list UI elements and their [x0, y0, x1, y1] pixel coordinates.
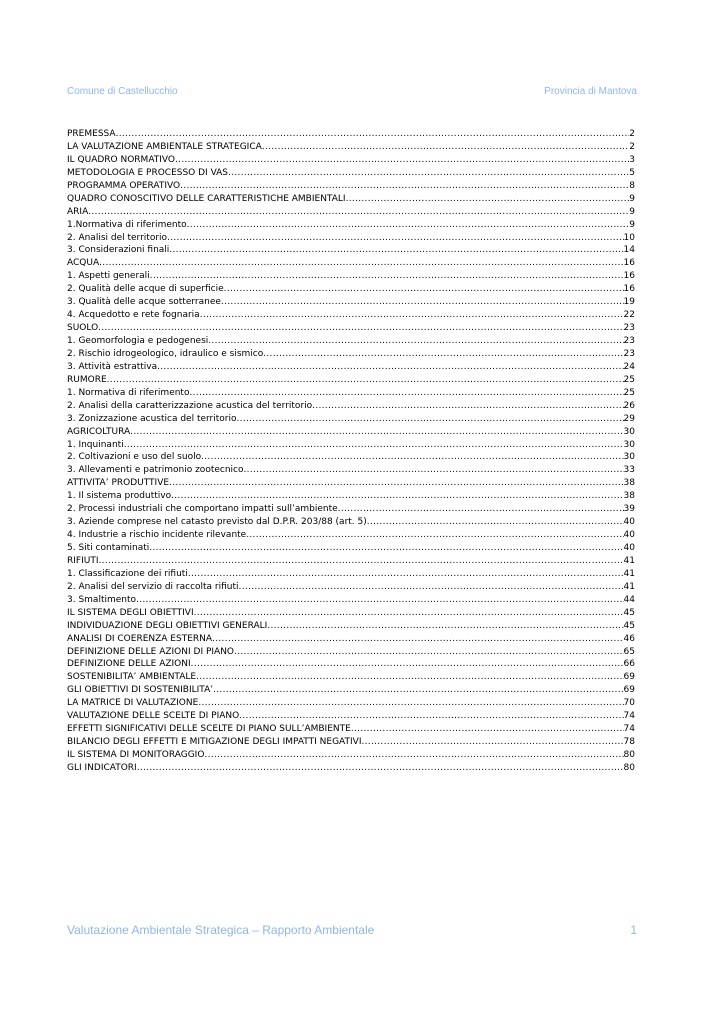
- toc-entry[interactable]: [67, 413, 635, 426]
- toc-entry-page: 40: [623, 517, 635, 528]
- toc-entry-page: 38: [623, 478, 635, 489]
- toc-entry-label: 4. Acquedotto e rete fognaria: [67, 310, 200, 321]
- toc-entry[interactable]: [67, 335, 635, 348]
- toc-entry-label: 3. Attività estrattiva: [67, 361, 158, 372]
- toc-entry[interactable]: [67, 684, 635, 697]
- toc-entry-label: VALUTAZIONE DELLE SCELTE DI PIANO: [67, 711, 240, 722]
- toc-entry-label: 1. Geomorfologia e pedogenesi: [67, 336, 209, 346]
- toc-leader-dots: [157, 361, 623, 374]
- toc-entry-label: AGRICOLTURA: [67, 426, 131, 437]
- toc-entry-page: 29: [623, 413, 635, 424]
- toc-leader-dots: [237, 413, 624, 426]
- page-header: [67, 86, 637, 97]
- toc-leader-dots: [263, 348, 623, 361]
- toc-entry-label: DEFINIZIONE DELLE AZIONI DI PIANO: [67, 646, 235, 657]
- footer-page-number: 1: [630, 923, 637, 937]
- toc-entry-label: 4. Industrie a rischio incidente rilevante: [67, 530, 247, 541]
- toc-entry[interactable]: [67, 581, 635, 594]
- toc-leader-dots: [169, 477, 623, 490]
- toc-entry-label: 1. Il sistema produttivo: [67, 491, 172, 502]
- toc-entry-label: LA VALUTAZIONE AMBIENTALE STRATEGICA: [67, 141, 262, 152]
- toc-entry-label: IL QUADRO NORMATIVO: [67, 154, 176, 165]
- toc-entry[interactable]: [67, 141, 635, 154]
- toc-entry[interactable]: [67, 477, 635, 490]
- toc-entry[interactable]: [67, 193, 635, 206]
- toc-entry-label: GLI INDICATORI: [67, 762, 137, 773]
- toc-entry-page: 69: [623, 672, 635, 683]
- toc-entry-label: 2. Processi industriali che comportano impatti sull’ambiente: [67, 504, 338, 515]
- toc-entry[interactable]: [67, 490, 635, 503]
- toc-leader-dots: [149, 542, 623, 555]
- toc-leader-dots: [137, 762, 624, 775]
- toc-entry[interactable]: [67, 671, 635, 684]
- toc-entry-page: 9: [629, 219, 635, 230]
- toc-leader-dots: [180, 180, 629, 193]
- toc-leader-dots: [196, 671, 623, 684]
- toc-entry-label: ATTIVITA’ PRODUTTIVE: [67, 478, 170, 489]
- toc-entry-page: 10: [623, 232, 635, 243]
- toc-entry-page: 9: [629, 193, 635, 204]
- toc-leader-dots: [136, 594, 624, 607]
- toc-leader-dots: [194, 607, 624, 620]
- toc-entry[interactable]: [67, 348, 635, 361]
- toc-entry-page: 9: [629, 206, 635, 217]
- toc-entry-page: 41: [623, 555, 635, 566]
- toc-entry-label: 2. Analisi del territorio: [67, 232, 168, 243]
- toc-entry[interactable]: [67, 257, 635, 270]
- toc-entry-page: 2: [629, 141, 635, 152]
- toc-entry[interactable]: [67, 387, 635, 400]
- toc-entry-label: PREMESSA: [67, 129, 116, 139]
- toc-entry-page: 41: [623, 581, 635, 592]
- toc-entry[interactable]: [67, 646, 635, 659]
- toc-entry-label: 3. Aziende comprese nel catasto previsto dal D.P.R. 203/88 (art. 5): [67, 517, 367, 528]
- toc-entry-label: 1.Normativa di riferimento: [67, 219, 187, 230]
- toc-entry-page: 8: [629, 180, 635, 191]
- toc-entry-label: QUADRO CONOSCITIVO DELLE CARATTERISTICHE AMBIENTALI: [67, 193, 346, 204]
- toc-entry[interactable]: [67, 374, 635, 387]
- page-footer: [67, 923, 637, 937]
- toc-entry[interactable]: [67, 296, 635, 309]
- toc-entry-page: 16: [623, 258, 635, 269]
- toc-entry[interactable]: [67, 542, 635, 555]
- toc-leader-dots: [267, 620, 623, 633]
- toc-entry-page: 3: [629, 154, 635, 165]
- toc-leader-dots: [221, 296, 624, 309]
- toc-entry-page: 16: [623, 284, 635, 295]
- toc-entry-page: 24: [623, 361, 635, 372]
- toc-entry[interactable]: [67, 400, 635, 413]
- toc-entry-page: 45: [623, 620, 635, 631]
- toc-entry-page: 16: [623, 271, 635, 282]
- toc-entry[interactable]: [67, 658, 635, 671]
- toc-leader-dots: [198, 697, 623, 710]
- toc-entry-page: 33: [623, 465, 635, 476]
- toc-entry[interactable]: [67, 309, 635, 322]
- toc-entry-label: EFFETTI SIGNIFICATIVI DELLE SCELTE DI PIANO SULL’AMBIENTE: [67, 724, 351, 735]
- toc-leader-dots: [98, 555, 623, 568]
- toc-entry[interactable]: [67, 128, 635, 141]
- toc-entry-page: 14: [623, 245, 635, 256]
- toc-entry-page: 30: [623, 439, 635, 450]
- toc-leader-dots: [169, 244, 623, 257]
- toc-entry-label: 1. Classificazione dei rifiuti: [67, 568, 188, 579]
- toc-entry-label: 3. Allevamenti e patrimonio zootecnico: [67, 465, 244, 476]
- toc-leader-dots: [234, 646, 624, 659]
- toc-entry-label: RIFIUTI: [67, 555, 99, 566]
- toc-entry-page: 26: [623, 400, 635, 411]
- toc-entry-page: 2: [629, 129, 635, 139]
- toc-entry-label: 2. Analisi della caratterizzazione acustica del territorio: [67, 400, 313, 411]
- toc-entry-page: 23: [623, 336, 635, 346]
- toc-entry-label: 1. Inquinanti: [67, 439, 124, 450]
- toc-entry-label: GLI OBIETTIVI DI SOSTENIBILITA’: [67, 685, 214, 696]
- toc-leader-dots: [171, 490, 623, 503]
- toc-entry-page: 30: [623, 426, 635, 437]
- toc-entry[interactable]: [67, 439, 635, 452]
- toc-entry[interactable]: [67, 762, 635, 775]
- toc-entry[interactable]: [67, 503, 635, 516]
- toc-leader-dots: [150, 270, 624, 283]
- toc-entry[interactable]: [67, 620, 635, 633]
- toc-leader-dots: [201, 451, 623, 464]
- toc-entry-page: 38: [623, 491, 635, 502]
- toc-leader-dots: [200, 309, 624, 322]
- toc-entry-page: 23: [623, 348, 635, 359]
- header-municipality: Comune di Castellucchio: [67, 86, 178, 97]
- toc-leader-dots: [367, 516, 624, 529]
- toc-leader-dots: [239, 581, 624, 594]
- toc-entry[interactable]: [67, 244, 635, 257]
- toc-entry-label: ACQUA: [67, 258, 100, 269]
- toc-entry-label: 2. Coltivazioni e uso del suolo: [67, 452, 202, 463]
- toc-entry-page: 80: [623, 750, 635, 760]
- toc-leader-dots: [239, 710, 623, 723]
- toc-leader-dots: [361, 736, 623, 749]
- toc-entry-page: 39: [623, 504, 635, 515]
- toc-entry[interactable]: [67, 322, 635, 335]
- toc-leader-dots: [208, 335, 623, 348]
- toc-leader-dots: [187, 219, 630, 232]
- toc-entry-label: LA MATRICE DI VALUTAZIONE: [67, 698, 199, 709]
- toc-entry-page: 46: [623, 633, 635, 644]
- toc-entry-label: 3. Considerazioni finali: [67, 245, 170, 256]
- toc-entry[interactable]: [67, 154, 635, 167]
- toc-entry-page: 44: [623, 594, 635, 605]
- toc-entry[interactable]: [67, 219, 635, 232]
- toc-leader-dots: [98, 322, 623, 335]
- toc-entry-page: 65: [623, 646, 635, 657]
- toc-entry[interactable]: [67, 723, 635, 736]
- toc-leader-dots: [88, 206, 629, 219]
- toc-entry-label: ARIA: [67, 206, 89, 217]
- toc-entry[interactable]: [67, 749, 635, 762]
- toc-leader-dots: [228, 167, 629, 180]
- toc-leader-dots: [224, 283, 624, 296]
- toc-entry[interactable]: [67, 555, 635, 568]
- toc-leader-dots: [124, 439, 624, 452]
- toc-entry-page: 40: [623, 530, 635, 541]
- toc-leader-dots: [116, 128, 630, 141]
- toc-entry-page: 40: [623, 543, 635, 553]
- toc-entry-label: SOSTENIBILITA’ AMBIENTALE: [67, 672, 197, 683]
- toc-entry-label: 3. Zonizzazione acustica del territorio: [67, 413, 237, 424]
- toc-entry[interactable]: [67, 426, 635, 439]
- toc-entry-label: METODOLOGIA E PROCESSO DI VAS: [67, 167, 229, 178]
- toc-entry-label: 2. Rischio idrogeologico, idraulico e sismico: [67, 348, 264, 359]
- toc-leader-dots: [191, 658, 624, 671]
- footer-document-title: Valutazione Ambientale Strategica – Rapporto Ambientale: [67, 923, 375, 937]
- toc-leader-dots: [338, 503, 624, 516]
- toc-entry[interactable]: [67, 232, 635, 245]
- toc-leader-dots: [167, 232, 624, 245]
- toc-entry[interactable]: [67, 167, 635, 180]
- toc-leader-dots: [130, 426, 623, 439]
- toc-leader-dots: [351, 723, 624, 736]
- toc-entry-label: SUOLO: [67, 323, 99, 334]
- toc-entry-label: 3. Qualità delle acque sotterranee: [67, 297, 221, 308]
- toc-leader-dots: [346, 193, 630, 206]
- toc-entry-page: 19: [623, 297, 635, 308]
- toc-leader-dots: [188, 568, 624, 581]
- toc-entry-label: 1. Normativa di riferimento: [67, 387, 190, 398]
- toc-leader-dots: [262, 141, 630, 154]
- toc-entry-label: BILANCIO DEGLI EFFETTI E MITIGAZIONE DEGLI IMPATTI NEGATIVI: [67, 737, 362, 748]
- toc-entry[interactable]: [67, 594, 635, 607]
- toc-entry-page: 74: [623, 711, 635, 722]
- toc-entry-label: DEFINIZIONE DELLE AZIONI: [67, 659, 191, 670]
- toc-entry-page: 22: [623, 310, 635, 321]
- toc-leader-dots: [213, 684, 623, 697]
- toc-entry[interactable]: [67, 283, 635, 296]
- toc-entry-page: 45: [623, 607, 635, 618]
- toc-entry-page: 69: [623, 685, 635, 696]
- toc-entry-page: 80: [623, 762, 635, 773]
- toc-leader-dots: [175, 154, 629, 167]
- toc-entry[interactable]: [67, 464, 635, 477]
- toc-leader-dots: [99, 257, 623, 270]
- toc-entry[interactable]: [67, 361, 635, 374]
- toc-entry[interactable]: [67, 516, 635, 529]
- toc-leader-dots: [204, 749, 623, 762]
- toc-entry-page: 25: [623, 374, 635, 385]
- toc-entry[interactable]: [67, 451, 635, 464]
- toc-entry-page: 41: [623, 568, 635, 579]
- toc-entry-label: ANALISI DI COERENZA ESTERNA: [67, 633, 213, 644]
- toc-leader-dots: [244, 464, 624, 477]
- toc-leader-dots: [312, 400, 623, 413]
- toc-leader-dots: [246, 529, 623, 542]
- toc-entry[interactable]: [67, 697, 635, 710]
- toc-entry-page: 70: [623, 698, 635, 709]
- toc-entry-page: 78: [623, 737, 635, 748]
- toc-entry[interactable]: [67, 736, 635, 749]
- toc-entry-page: 23: [623, 323, 635, 334]
- table-of-contents: [67, 128, 635, 775]
- toc-entry-label: 1. Aspetti generali: [67, 271, 150, 282]
- toc-entry[interactable]: [67, 270, 635, 283]
- toc-entry-page: 30: [623, 452, 635, 463]
- toc-entry[interactable]: [67, 529, 635, 542]
- toc-entry-label: INDIVIDUAZIONE DEGLI OBIETTIVI GENERALI: [67, 620, 268, 631]
- toc-leader-dots: [189, 387, 623, 400]
- toc-entry[interactable]: [67, 607, 635, 620]
- toc-entry[interactable]: [67, 633, 635, 646]
- toc-entry-label: 2. Analisi del servizio di raccolta rifiuti: [67, 581, 239, 592]
- header-province: Provincia di Mantova: [544, 86, 637, 97]
- toc-entry-page: 74: [623, 724, 635, 735]
- toc-entry-page: 66: [623, 659, 635, 670]
- toc-leader-dots: [212, 633, 624, 646]
- toc-entry[interactable]: [67, 710, 635, 723]
- toc-entry-label: 5. Siti contaminati: [67, 543, 150, 553]
- toc-entry[interactable]: [67, 206, 635, 219]
- toc-entry-label: IL SISTEMA DI MONITORAGGIO: [67, 750, 205, 760]
- toc-entry-page: 25: [623, 387, 635, 398]
- toc-entry-label: IL SISTEMA DEGLI OBIETTIVI: [67, 607, 194, 618]
- toc-entry[interactable]: [67, 568, 635, 581]
- toc-entry-label: PROGRAMMA OPERATIVO: [67, 180, 181, 191]
- toc-entry-page: 5: [629, 167, 635, 178]
- toc-entry-label: 3. Smaltimento: [67, 594, 137, 605]
- toc-entry[interactable]: [67, 180, 635, 193]
- toc-entry-label: 2. Qualità delle acque di superficie: [67, 284, 224, 295]
- toc-entry-label: RUMORE: [67, 374, 107, 385]
- toc-leader-dots: [107, 374, 624, 387]
